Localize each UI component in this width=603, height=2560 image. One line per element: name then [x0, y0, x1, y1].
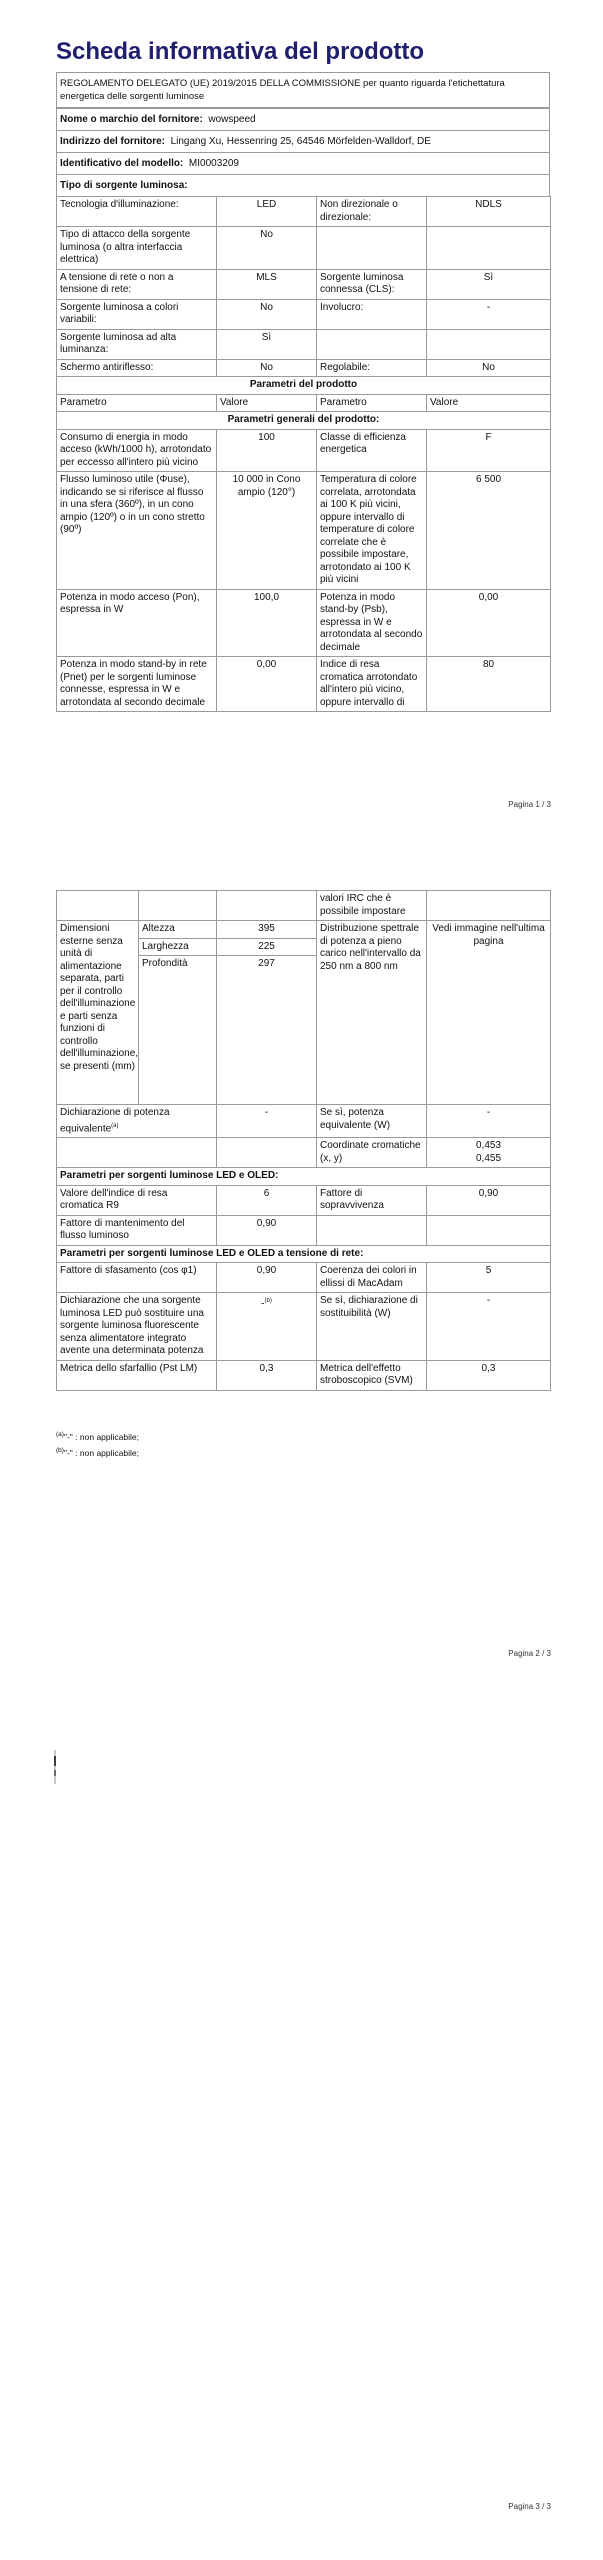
params-table-continued: [56, 890, 551, 1391]
param-value: 0,453 0,455: [427, 1138, 551, 1168]
param-label: Flusso luminoso utile (Φuse), indicando se si riferisce al flusso in una sfera (360º), in un cono ampio (120º) o in un cono stretto (90º): [57, 472, 217, 590]
param-row: [57, 1185, 551, 1215]
type-label: A tensione di rete o non a tensione di rete:: [57, 269, 217, 299]
param-label: Dichiarazione che una sorgente luminosa LED può sostituire una sorgente luminosa fluorescente senza alimentatore integrato avente una determinata potenza: [57, 1293, 217, 1361]
type-value: Sì: [217, 329, 317, 359]
param-label: Consumo di energia in modo acceso (kWh/1000 h), arrotondato per eccesso all'intero più vicino: [57, 429, 217, 472]
param-value: 100: [217, 429, 317, 472]
type-label: [317, 227, 427, 270]
dimension-value: 225: [217, 938, 317, 956]
supplier-name-row: [57, 109, 550, 131]
param-value: -: [427, 1105, 551, 1138]
param-label: Potenza in modo stand-by in rete (Pnet) per le sorgenti luminose connesse, espressa in W e arrotondata al secondo decimale: [57, 657, 217, 712]
type-label: Sorgente luminosa a colori variabili:: [57, 299, 217, 329]
dimension-value: 297: [217, 956, 317, 1105]
supplier-info-table: [56, 108, 550, 197]
param-value: 0,00: [217, 657, 317, 712]
spectrum-image-fragment: [53, 1750, 57, 1784]
param-value: -: [427, 1293, 551, 1361]
type-value: NDLS: [427, 197, 551, 227]
type-label: [317, 329, 427, 359]
param-label: Se sì, potenza equivalente (W): [317, 1105, 427, 1138]
param-label: Fattore di sfasamento (cos φ1): [57, 1263, 217, 1293]
param-value: 6: [217, 1185, 317, 1215]
type-row: [57, 299, 551, 329]
param-row: [57, 429, 551, 472]
type-row: [57, 197, 551, 227]
param-value: 100,0: [217, 589, 317, 657]
mains-params-header: Parametri per sorgenti luminose LED e OLED a tensione di rete:: [57, 1245, 551, 1263]
model-id-row: [57, 153, 550, 175]
param-value: 0,3: [427, 1360, 551, 1390]
type-value: No: [217, 227, 317, 270]
column-header: Valore: [217, 394, 317, 412]
page-number: Pagina 1 / 3: [508, 800, 551, 809]
page-number: Pagina 2 / 3: [508, 1649, 551, 1658]
param-value: -: [217, 1105, 317, 1138]
param-label: Metrica dello sfarfallio (Pst LM): [57, 1360, 217, 1390]
param-row: [57, 1105, 551, 1138]
supplier-address-value: Lingang Xu, Hessenring 25, 64546 Mörfelden-Walldorf, DE: [170, 136, 431, 147]
param-value: 0,90: [217, 1215, 317, 1245]
type-label: Schermo antiriflesso:: [57, 359, 217, 377]
param-value: F: [427, 429, 551, 472]
param-label: valori IRC che è possibile impostare: [317, 891, 427, 921]
dimension-value: 395: [217, 921, 317, 939]
type-value: MLS: [217, 269, 317, 299]
param-row: [57, 1360, 551, 1390]
param-row: [57, 1263, 551, 1293]
param-value: 0,3: [217, 1360, 317, 1390]
param-row: [57, 1215, 551, 1245]
page-number: Pagina 3 / 3: [508, 2502, 551, 2511]
source-type-label: Tipo di sorgente luminosa:: [57, 175, 550, 197]
param-value: 80: [427, 657, 551, 712]
param-label: Classe di efficienza energetica: [317, 429, 427, 472]
type-value: No: [427, 359, 551, 377]
param-value: -$^{(b)}$: [217, 1293, 317, 1361]
type-label: Tecnologia d'illuminazione:: [57, 197, 217, 227]
supplier-address-row: [57, 131, 550, 153]
type-value: [427, 329, 551, 359]
param-value: 0,90: [427, 1185, 551, 1215]
column-header: Parametro: [317, 394, 427, 412]
param-label: Temperatura di colore correlata, arrotondata ai 100 K più vicini, oppure intervallo di temperature di colore correlate che è possibile impostare, arrotondato ai 100 K più vicini: [317, 472, 427, 590]
param-row: [57, 589, 551, 657]
footnotes: [56, 1428, 139, 1460]
type-row: [57, 227, 551, 270]
param-label: Dichiarazione di potenza equivalente$^{(a)}$: [57, 1105, 217, 1138]
type-label: Tipo di attacco della sorgente luminosa (o altra interfaccia elettrica): [57, 227, 217, 270]
param-value: 0,90: [217, 1263, 317, 1293]
dimension-name: Profondità: [139, 956, 217, 1105]
param-label: Coerenza dei colori in ellissi di MacAdam: [317, 1263, 427, 1293]
continuation-row: [57, 891, 551, 921]
param-value: [427, 1215, 551, 1245]
type-value: -: [427, 299, 551, 329]
supplier-address-label: Indirizzo del fornitore:: [60, 136, 165, 147]
param-label: [317, 1215, 427, 1245]
param-label: Potenza in modo stand-by (Psb), espressa in W e arrotondata al secondo decimale: [317, 589, 427, 657]
param-label: Valore dell'indice di resa cromatica R9: [57, 1185, 217, 1215]
dimension-name: Altezza: [139, 921, 217, 939]
type-value: Sì: [427, 269, 551, 299]
general-params-header: Parametri generali del prodotto:: [57, 412, 551, 430]
type-row: [57, 359, 551, 377]
param-label: Coordinate cromatiche (x, y): [317, 1138, 427, 1168]
param-value: 0,00: [427, 589, 551, 657]
param-label: Se sì, dichiarazione di sostituibilità (W): [317, 1293, 427, 1361]
type-value: No: [217, 359, 317, 377]
footnote: $^{(a)}$"-" : non applicabile;: [56, 1431, 139, 1442]
led-params-header: Parametri per sorgenti luminose LED e OLED:: [57, 1168, 551, 1186]
type-label: Sorgente luminosa connessa (CLS):: [317, 269, 427, 299]
dimensions-row: [57, 921, 551, 939]
param-value: 6 500: [427, 472, 551, 590]
column-header: Parametro: [57, 394, 217, 412]
model-id-label: Identificativo del modello:: [60, 158, 184, 169]
type-label: Regolabile:: [317, 359, 427, 377]
param-row: [57, 1138, 551, 1168]
source-type-table: [56, 196, 551, 712]
type-row: [57, 329, 551, 359]
supplier-name-label: Nome o marchio del fornitore:: [60, 114, 203, 125]
type-value: LED: [217, 197, 317, 227]
param-row: [57, 472, 551, 590]
param-label: Fattore di mantenimento del flusso luminoso: [57, 1215, 217, 1245]
dimension-name: Larghezza: [139, 938, 217, 956]
param-row: [57, 1293, 551, 1361]
type-label: Sorgente luminosa ad alta luminanza:: [57, 329, 217, 359]
param-value: 5: [427, 1263, 551, 1293]
type-value: [427, 227, 551, 270]
supplier-name-value: wowspeed: [208, 114, 256, 125]
dimensions-label: Dimensioni esterne senza unità di alimentazione separata, parti per il controllo dell'illuminazione e parti senza funzioni di controllo dell'illuminazione, se presenti (mm): [57, 921, 139, 1105]
document-title: Scheda informativa del prodotto: [56, 38, 425, 65]
column-header: Valore: [427, 394, 551, 412]
param-row: [57, 657, 551, 712]
param-label: Distribuzione spettrale di potenza a pieno carico nell'intervallo da 250 nm a 800 nm: [317, 921, 427, 1105]
param-label: Fattore di sopravvivenza: [317, 1185, 427, 1215]
type-label: Involucro:: [317, 299, 427, 329]
type-value: No: [217, 299, 317, 329]
regulation-text: REGOLAMENTO DELEGATO (UE) 2019/2015 DELLA COMMISSIONE per quanto riguarda l'etichettatura energetica delle sorgenti luminose: [56, 72, 550, 108]
param-label: Potenza in modo acceso (Pon), espressa in W: [57, 589, 217, 657]
param-label: Indice di resa cromatica arrotondato all'intero più vicino, oppure intervallo di: [317, 657, 427, 712]
type-label: Non direzionale o direzionale:: [317, 197, 427, 227]
param-label: Metrica dell'effetto stroboscopico (SVM): [317, 1360, 427, 1390]
column-header-row: [57, 394, 551, 412]
param-value: 10 000 in Cono ampio (120°): [217, 472, 317, 590]
footnote: $^{(b)}$"-" : non applicabile;: [56, 1446, 139, 1458]
param-value: Vedi immagine nell'ultima pagina: [427, 921, 551, 1105]
model-id-value: MI0003209: [188, 158, 239, 169]
params-header: Parametri del prodotto: [57, 377, 551, 395]
type-row: [57, 269, 551, 299]
